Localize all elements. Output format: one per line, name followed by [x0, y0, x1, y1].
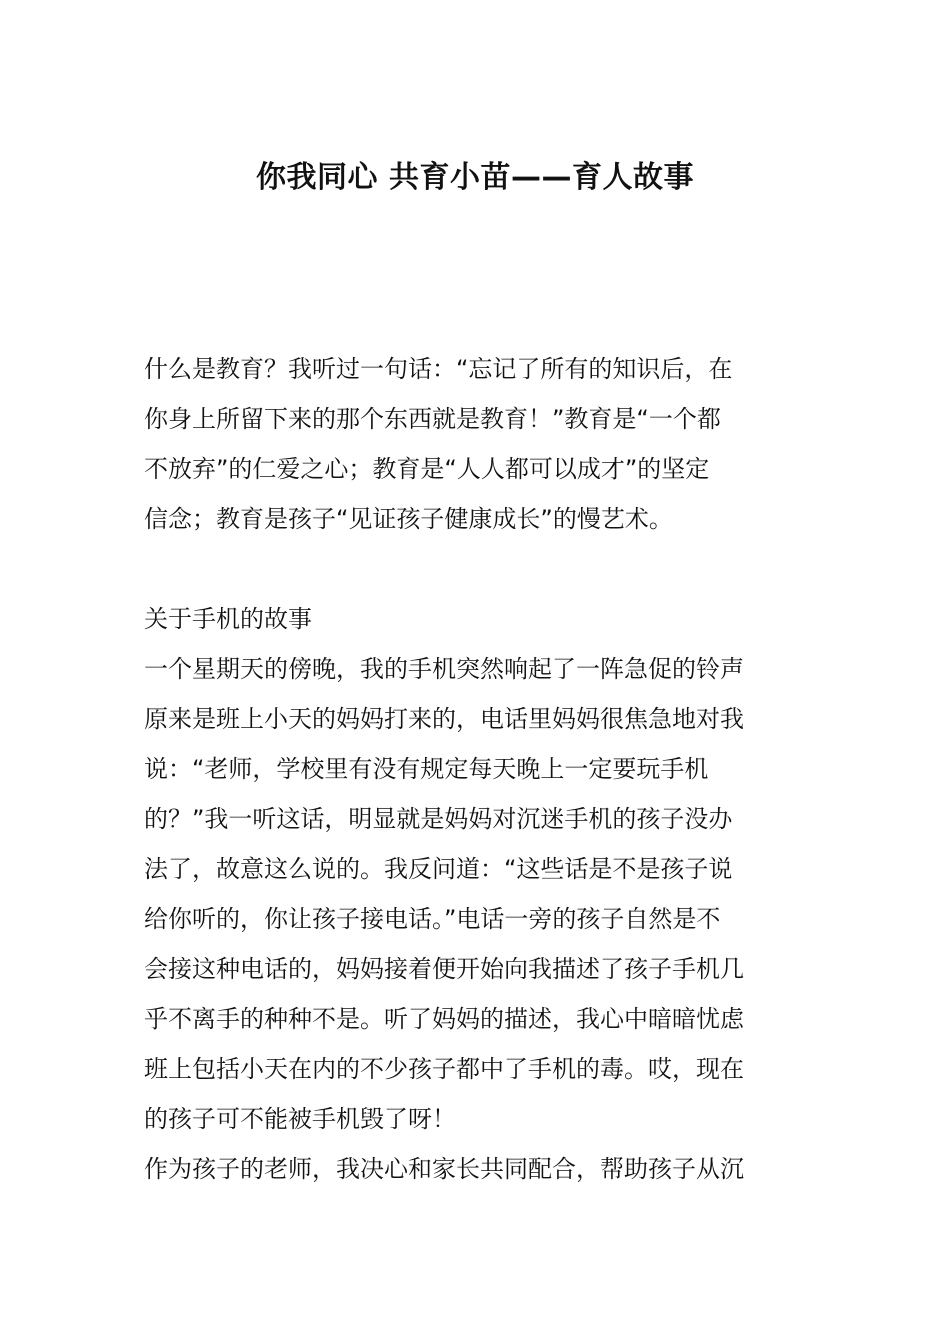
text-line: 什么是教育？我听过一句话：“忘记了所有的知识后，在	[144, 355, 733, 383]
text-line: 原来是班上小天的妈妈打来的，电话里妈妈很焦急地对我	[144, 705, 744, 733]
text-line: 班上包括小天在内的不少孩子都中了手机的毒。哎，现在	[144, 1055, 744, 1083]
text-line: 的？”我一听这话，明显就是妈妈对沉迷手机的孩子没办	[144, 805, 733, 833]
text-line: 的孩子可不能被手机毁了呀！	[144, 1105, 456, 1133]
text-line: 作为孩子的老师，我决心和家长共同配合，帮助孩子从沉	[144, 1155, 744, 1183]
story-section	[144, 594, 806, 1194]
text-line: 法了，故意这么说的。我反问道：“这些话是不是孩子说	[144, 855, 733, 883]
section-heading: 关于手机的故事	[144, 605, 312, 633]
text-line: 信念；教育是孩子“见证孩子健康成长”的慢艺术。	[144, 505, 673, 533]
text-line: 给你听的，你让孩子接电话。”电话一旁的孩子自然是不	[144, 905, 721, 933]
intro-paragraph	[144, 344, 806, 544]
text-line: 一个星期天的傍晚，我的手机突然响起了一阵急促的铃声	[144, 655, 744, 683]
text-line: 乎不离手的种种不是。听了妈妈的描述，我心中暗暗忧虑	[144, 1005, 744, 1033]
text-line: 说：“老师，学校里有没有规定每天晚上一定要玩手机	[144, 755, 709, 783]
text-line: 不放弃”的仁爱之心；教育是“人人都可以成才”的坚定	[144, 455, 710, 483]
text-line: 会接这种电话的，妈妈接着便开始向我描述了孩子手机几	[144, 955, 744, 983]
text-line: 你身上所留下来的那个东西就是教育！”教育是“一个都	[144, 405, 721, 433]
document-title: 你我同心 共育小苗——育人故事	[256, 160, 694, 195]
